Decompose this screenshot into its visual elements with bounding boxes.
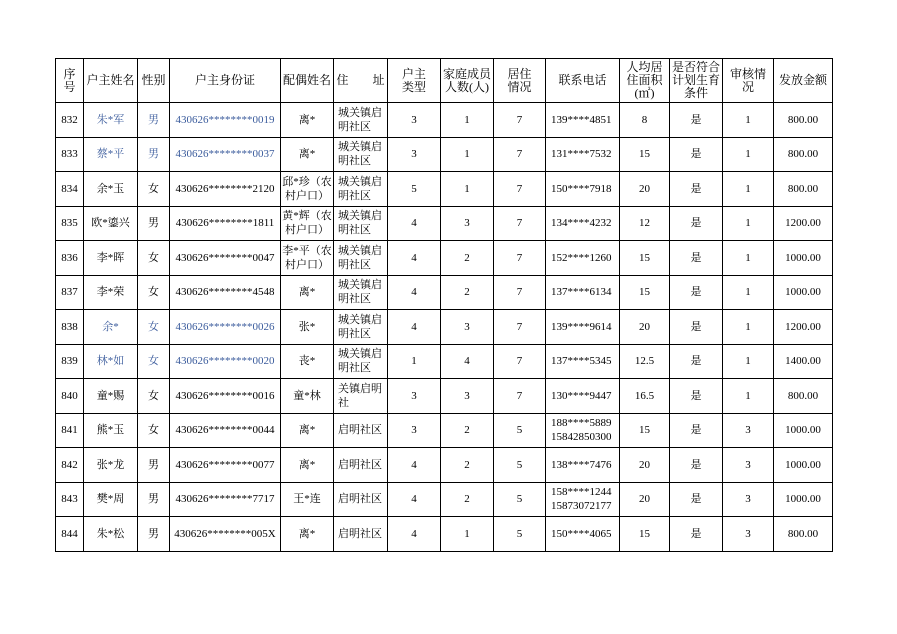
header-address: 住 址 [334, 59, 388, 103]
spouse-name-cell: 黄*辉（农 村户口） [281, 206, 334, 241]
review-status-cell: 1 [723, 241, 774, 276]
spouse-name-cell: 离* [281, 448, 334, 483]
header-household-type: 户主 类型 [388, 59, 441, 103]
residence-cell: 7 [494, 241, 546, 276]
table-row [56, 103, 833, 138]
household-type-cell: 4 [388, 206, 441, 241]
family-planning-cell: 是 [670, 172, 723, 207]
header-household-head-name: 户主姓名 [84, 59, 138, 103]
household-head-name-cell: 朱*军 [84, 103, 138, 138]
table-row [56, 137, 833, 172]
household-type-cell: 4 [388, 275, 441, 310]
per-capita-area-cell: 15 [620, 275, 670, 310]
family-planning-cell: 是 [670, 206, 723, 241]
per-capita-area-cell: 15 [620, 517, 670, 552]
gender-cell: 男 [138, 137, 170, 172]
per-capita-area-cell: 12 [620, 206, 670, 241]
phone-cell: 152****1260 [546, 241, 620, 276]
seq-cell: 841 [56, 413, 84, 448]
household-head-name-cell: 樊*周 [84, 482, 138, 517]
review-status-cell: 3 [723, 413, 774, 448]
seq-cell: 837 [56, 275, 84, 310]
spouse-name-cell: 离* [281, 413, 334, 448]
household-type-cell: 3 [388, 379, 441, 414]
household-type-cell: 4 [388, 241, 441, 276]
id-number-cell: 430626********0047 [170, 241, 281, 276]
family-planning-cell: 是 [670, 413, 723, 448]
table-row [56, 206, 833, 241]
id-number-cell: 430626********1811 [170, 206, 281, 241]
table-row [56, 344, 833, 379]
payment-amount-cell: 1200.00 [774, 310, 833, 345]
header-residence: 居住 情况 [494, 59, 546, 103]
payment-amount-cell: 1000.00 [774, 482, 833, 517]
seq-cell: 836 [56, 241, 84, 276]
payment-amount-cell: 1200.00 [774, 206, 833, 241]
family-members-cell: 4 [441, 344, 494, 379]
table-row [56, 379, 833, 414]
review-status-cell: 1 [723, 344, 774, 379]
family-members-cell: 2 [441, 448, 494, 483]
phone-cell: 188****5889 15842850300 [546, 413, 620, 448]
header-id-number: 户主身份证 [170, 59, 281, 103]
id-number-cell: 430626********7717 [170, 482, 281, 517]
seq-cell: 832 [56, 103, 84, 138]
phone-cell: 139****4851 [546, 103, 620, 138]
gender-cell: 女 [138, 275, 170, 310]
table-row [56, 241, 833, 276]
spouse-name-cell: 张* [281, 310, 334, 345]
household-head-name-cell: 欧*鎏兴 [84, 206, 138, 241]
per-capita-area-cell: 20 [620, 448, 670, 483]
household-head-name-cell: 童*赐 [84, 379, 138, 414]
household-head-name-cell: 张*龙 [84, 448, 138, 483]
household-type-cell: 1 [388, 344, 441, 379]
id-number-cell: 430626********0077 [170, 448, 281, 483]
address-cell: 启明社区 [334, 517, 388, 552]
family-members-cell: 2 [441, 241, 494, 276]
household-type-cell: 3 [388, 137, 441, 172]
spouse-name-cell: 邱*珍（农 村户口） [281, 172, 334, 207]
review-status-cell: 1 [723, 379, 774, 414]
address-cell: 城关镇启 明社区 [334, 275, 388, 310]
payment-amount-cell: 1000.00 [774, 413, 833, 448]
residence-cell: 5 [494, 482, 546, 517]
id-number-cell: 430626********0037 [170, 137, 281, 172]
address-cell: 城关镇启 明社区 [334, 241, 388, 276]
id-number-cell: 430626********0020 [170, 344, 281, 379]
household-head-name-cell: 熊*玉 [84, 413, 138, 448]
seq-cell: 839 [56, 344, 84, 379]
per-capita-area-cell: 12.5 [620, 344, 670, 379]
phone-cell: 139****9614 [546, 310, 620, 345]
address-cell: 启明社区 [334, 482, 388, 517]
table-body [56, 103, 833, 552]
residence-cell: 7 [494, 172, 546, 207]
per-capita-area-cell: 20 [620, 310, 670, 345]
family-members-cell: 3 [441, 379, 494, 414]
header-seq: 序 号 [56, 59, 84, 103]
household-type-cell: 4 [388, 482, 441, 517]
family-members-cell: 2 [441, 413, 494, 448]
household-type-cell: 3 [388, 413, 441, 448]
family-planning-cell: 是 [670, 275, 723, 310]
table-row [56, 448, 833, 483]
gender-cell: 男 [138, 448, 170, 483]
gender-cell: 男 [138, 482, 170, 517]
residence-cell: 7 [494, 103, 546, 138]
address-cell: 城关镇启 明社区 [334, 172, 388, 207]
household-type-cell: 4 [388, 310, 441, 345]
gender-cell: 女 [138, 379, 170, 414]
header-family-planning: 是否符合 计划生育 条件 [670, 59, 723, 103]
address-cell: 城关镇启 明社区 [334, 310, 388, 345]
table-header [56, 59, 833, 103]
review-status-cell: 1 [723, 310, 774, 345]
table-row [56, 275, 833, 310]
per-capita-area-cell: 8 [620, 103, 670, 138]
per-capita-area-cell: 15 [620, 241, 670, 276]
seq-cell: 844 [56, 517, 84, 552]
household-type-cell: 4 [388, 517, 441, 552]
phone-cell: 131****7532 [546, 137, 620, 172]
payment-amount-cell: 1000.00 [774, 241, 833, 276]
review-status-cell: 3 [723, 517, 774, 552]
phone-cell: 137****5345 [546, 344, 620, 379]
table-row [56, 310, 833, 345]
gender-cell: 男 [138, 103, 170, 138]
payment-amount-cell: 800.00 [774, 172, 833, 207]
address-cell: 城关镇启 明社区 [334, 344, 388, 379]
residence-cell: 7 [494, 344, 546, 379]
table-row [56, 413, 833, 448]
family-members-cell: 3 [441, 206, 494, 241]
address-cell: 启明社区 [334, 413, 388, 448]
per-capita-area-cell: 20 [620, 172, 670, 207]
phone-cell: 130****9447 [546, 379, 620, 414]
residence-cell: 7 [494, 310, 546, 345]
residence-cell: 5 [494, 448, 546, 483]
residence-cell: 7 [494, 275, 546, 310]
address-cell: 城关镇启 明社区 [334, 206, 388, 241]
household-head-name-cell: 李*晖 [84, 241, 138, 276]
gender-cell: 女 [138, 172, 170, 207]
seq-cell: 842 [56, 448, 84, 483]
household-head-name-cell: 朱*松 [84, 517, 138, 552]
family-planning-cell: 是 [670, 448, 723, 483]
household-type-cell: 3 [388, 103, 441, 138]
seq-cell: 835 [56, 206, 84, 241]
review-status-cell: 3 [723, 482, 774, 517]
header-family-members: 家庭成员 人数(人) [441, 59, 494, 103]
review-status-cell: 1 [723, 103, 774, 138]
phone-cell: 158****1244 15873072177 [546, 482, 620, 517]
review-status-cell: 1 [723, 206, 774, 241]
address-cell: 城关镇启 明社区 [334, 137, 388, 172]
household-subsidy-table [55, 58, 833, 552]
gender-cell: 男 [138, 206, 170, 241]
id-number-cell: 430626********0016 [170, 379, 281, 414]
seq-cell: 843 [56, 482, 84, 517]
family-planning-cell: 是 [670, 137, 723, 172]
family-members-cell: 2 [441, 482, 494, 517]
family-members-cell: 2 [441, 275, 494, 310]
id-number-cell: 430626********0026 [170, 310, 281, 345]
header-review-status: 审核情况 [723, 59, 774, 103]
seq-cell: 838 [56, 310, 84, 345]
review-status-cell: 1 [723, 275, 774, 310]
header-per-capita-area: 人均居 住面积 (㎡) [620, 59, 670, 103]
spouse-name-cell: 离* [281, 103, 334, 138]
family-members-cell: 1 [441, 517, 494, 552]
family-planning-cell: 是 [670, 517, 723, 552]
id-number-cell: 430626********2120 [170, 172, 281, 207]
family-planning-cell: 是 [670, 379, 723, 414]
payment-amount-cell: 800.00 [774, 517, 833, 552]
review-status-cell: 1 [723, 172, 774, 207]
header-spouse-name: 配偶姓名 [281, 59, 334, 103]
per-capita-area-cell: 15 [620, 137, 670, 172]
phone-cell: 150****7918 [546, 172, 620, 207]
header-phone: 联系电话 [546, 59, 620, 103]
household-type-cell: 5 [388, 172, 441, 207]
household-head-name-cell: 余*玉 [84, 172, 138, 207]
table-row [56, 172, 833, 207]
household-head-name-cell: 蔡*平 [84, 137, 138, 172]
address-cell: 关镇启明社 [334, 379, 388, 414]
family-planning-cell: 是 [670, 310, 723, 345]
per-capita-area-cell: 16.5 [620, 379, 670, 414]
address-cell: 启明社区 [334, 448, 388, 483]
review-status-cell: 1 [723, 137, 774, 172]
spouse-name-cell: 李*平（农 村户口） [281, 241, 334, 276]
family-planning-cell: 是 [670, 103, 723, 138]
id-number-cell: 430626********005X [170, 517, 281, 552]
family-planning-cell: 是 [670, 241, 723, 276]
family-members-cell: 3 [441, 310, 494, 345]
spouse-name-cell: 离* [281, 137, 334, 172]
seq-cell: 840 [56, 379, 84, 414]
table-row [56, 517, 833, 552]
phone-cell: 138****7476 [546, 448, 620, 483]
household-head-name-cell: 林*如 [84, 344, 138, 379]
spouse-name-cell: 王*连 [281, 482, 334, 517]
household-type-cell: 4 [388, 448, 441, 483]
spouse-name-cell: 童*林 [281, 379, 334, 414]
payment-amount-cell: 800.00 [774, 379, 833, 414]
payment-amount-cell: 800.00 [774, 137, 833, 172]
address-cell: 城关镇启 明社区 [334, 103, 388, 138]
seq-cell: 833 [56, 137, 84, 172]
family-members-cell: 1 [441, 137, 494, 172]
gender-cell: 男 [138, 517, 170, 552]
header-row [56, 59, 833, 103]
seq-cell: 834 [56, 172, 84, 207]
phone-cell: 137****6134 [546, 275, 620, 310]
header-gender: 性别 [138, 59, 170, 103]
gender-cell: 女 [138, 241, 170, 276]
payment-amount-cell: 800.00 [774, 103, 833, 138]
gender-cell: 女 [138, 310, 170, 345]
household-head-name-cell: 李*荣 [84, 275, 138, 310]
residence-cell: 7 [494, 137, 546, 172]
id-number-cell: 430626********0019 [170, 103, 281, 138]
family-planning-cell: 是 [670, 482, 723, 517]
id-number-cell: 430626********4548 [170, 275, 281, 310]
review-status-cell: 3 [723, 448, 774, 483]
phone-cell: 134****4232 [546, 206, 620, 241]
residence-cell: 5 [494, 413, 546, 448]
spouse-name-cell: 离* [281, 517, 334, 552]
per-capita-area-cell: 20 [620, 482, 670, 517]
payment-amount-cell: 1400.00 [774, 344, 833, 379]
phone-cell: 150****4065 [546, 517, 620, 552]
residence-cell: 7 [494, 206, 546, 241]
id-number-cell: 430626********0044 [170, 413, 281, 448]
per-capita-area-cell: 15 [620, 413, 670, 448]
residence-cell: 5 [494, 517, 546, 552]
gender-cell: 女 [138, 413, 170, 448]
payment-amount-cell: 1000.00 [774, 448, 833, 483]
table-row [56, 482, 833, 517]
spouse-name-cell: 丧* [281, 344, 334, 379]
residence-cell: 7 [494, 379, 546, 414]
family-members-cell: 1 [441, 172, 494, 207]
family-planning-cell: 是 [670, 344, 723, 379]
spouse-name-cell: 离* [281, 275, 334, 310]
household-head-name-cell: 余* [84, 310, 138, 345]
payment-amount-cell: 1000.00 [774, 275, 833, 310]
gender-cell: 女 [138, 344, 170, 379]
family-members-cell: 1 [441, 103, 494, 138]
header-payment-amount: 发放金额 [774, 59, 833, 103]
